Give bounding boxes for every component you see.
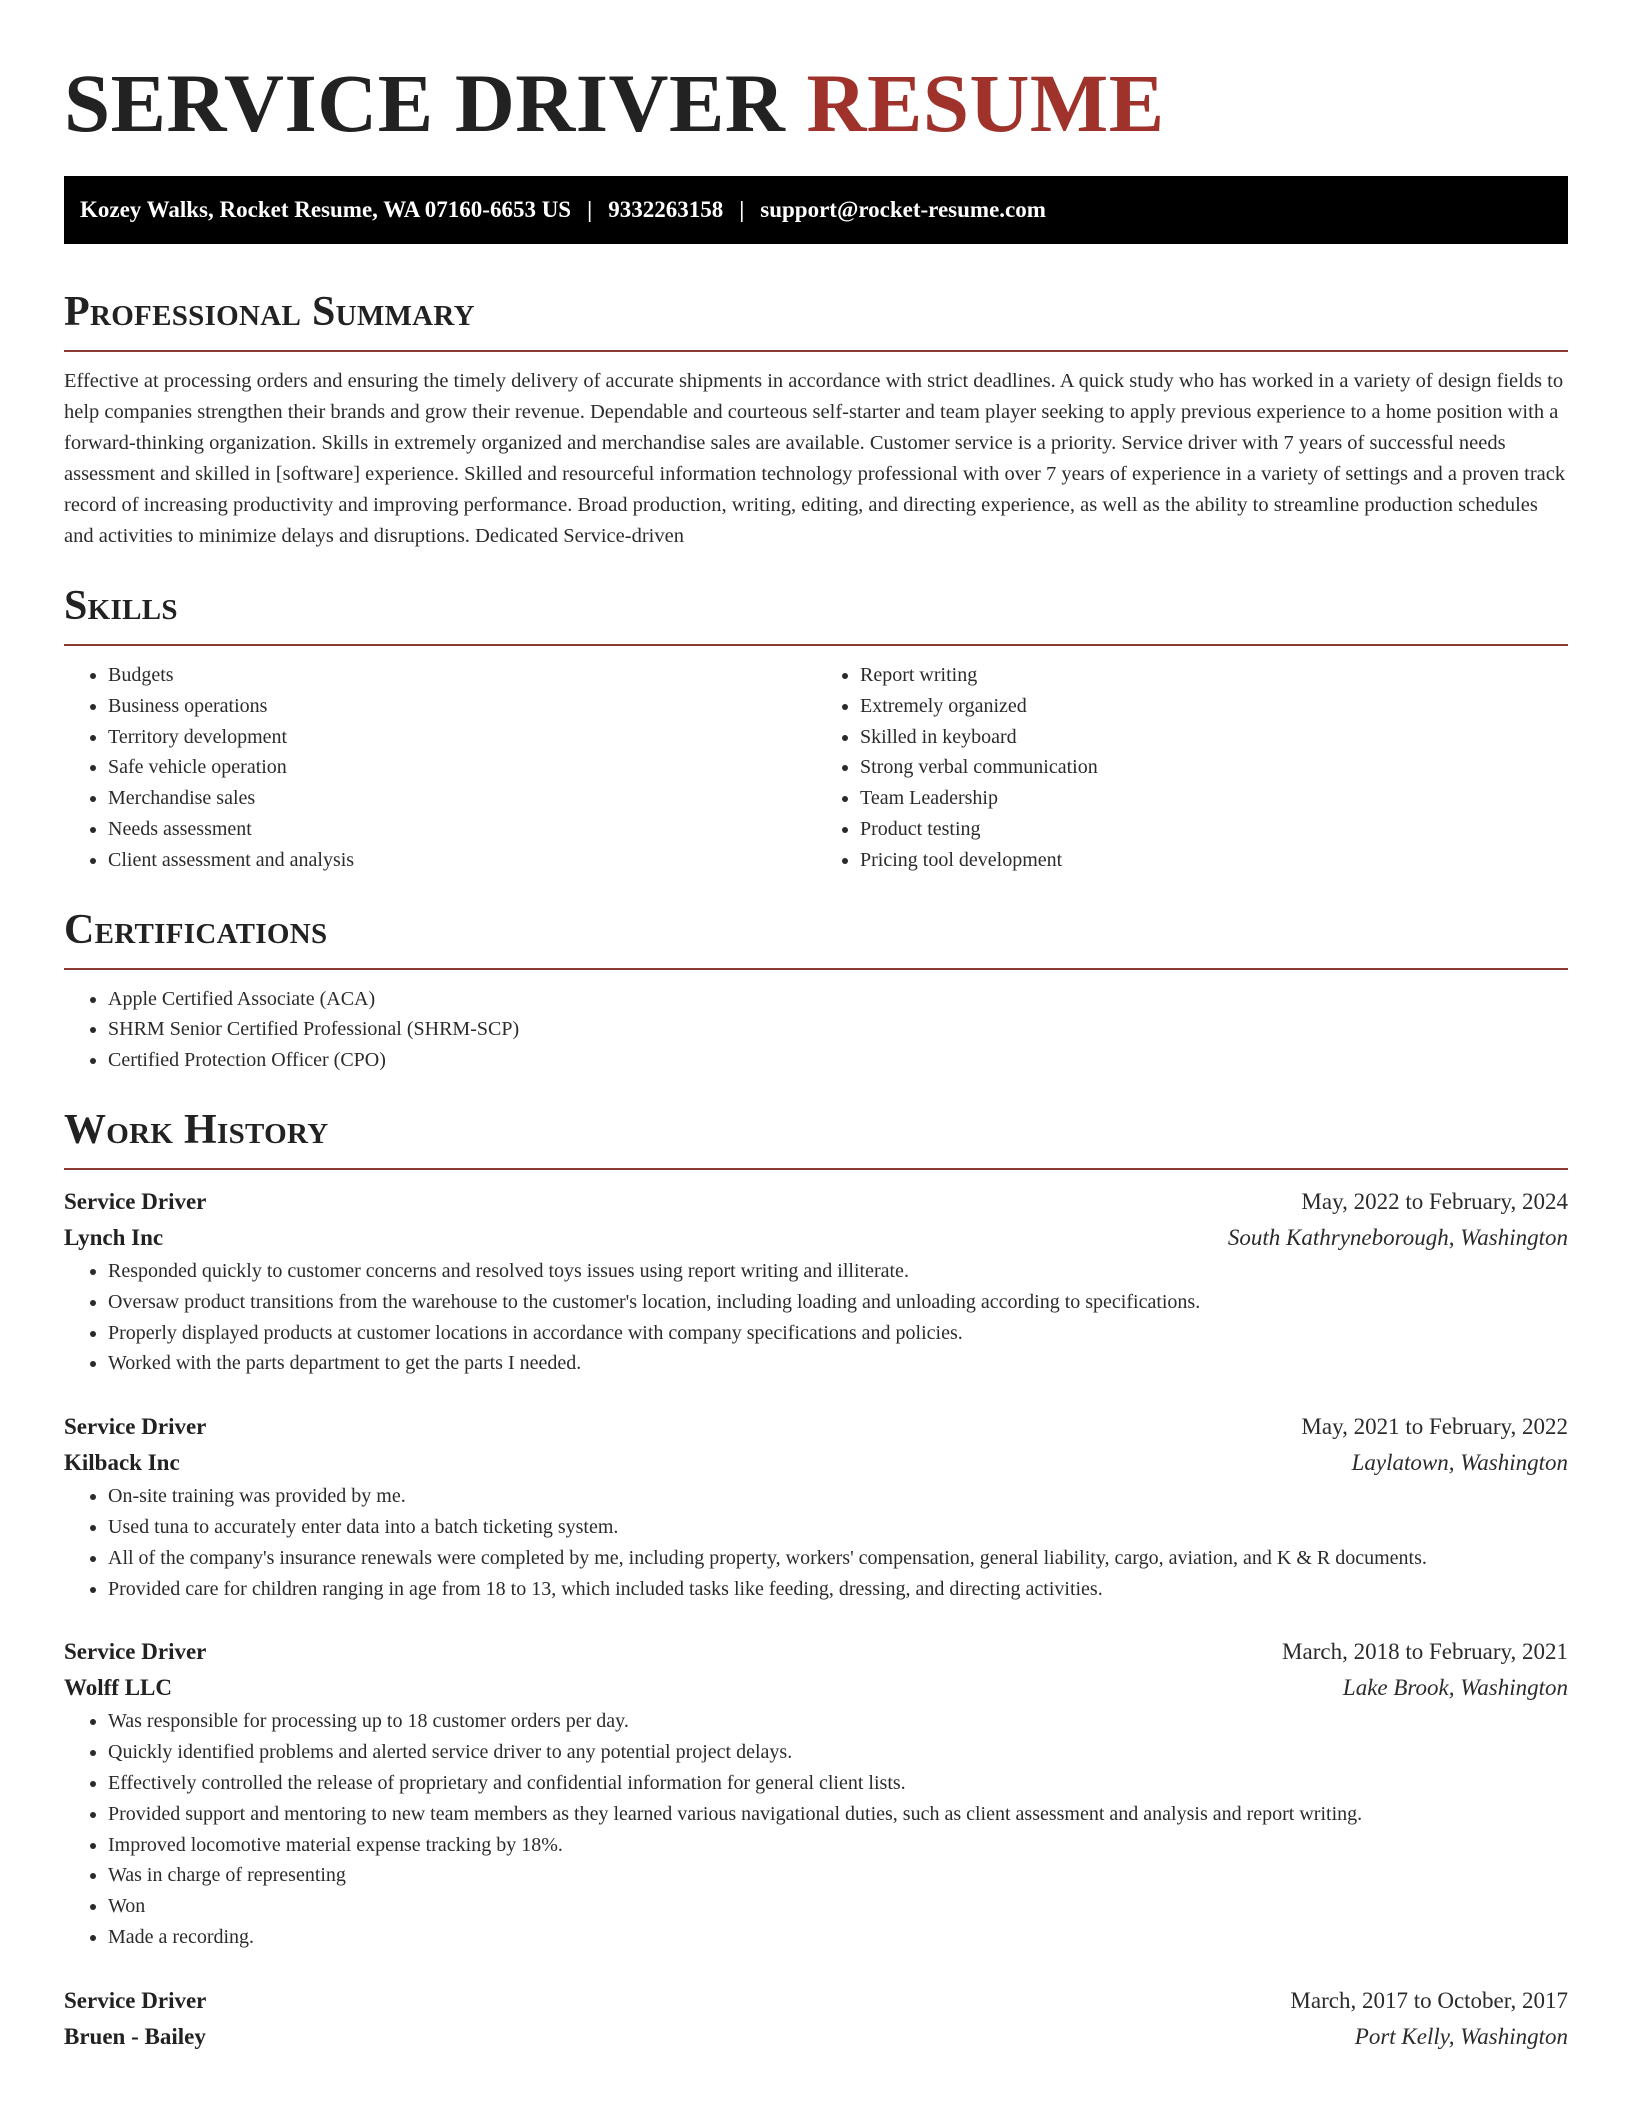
job-entry — [64, 1983, 1568, 2055]
job-header-row — [64, 1634, 1568, 1670]
job-bullet: • Responded quickly to customer concerns and resolved toys issues using report writing and illiterate. — [108, 1256, 1568, 1287]
job-title: Service Driver — [64, 1639, 207, 1665]
job-company: Kilback Inc — [64, 1450, 180, 1476]
contact-bar — [64, 176, 1568, 244]
job-title: Service Driver — [64, 1987, 207, 2013]
contact-address: Kozey Walks, Rocket Resume, WA 07160-6653 US — [80, 197, 572, 222]
skill-item: • Budgets — [108, 660, 816, 691]
skill-item: • Product testing — [860, 814, 1568, 845]
job-bullet-list — [64, 1706, 1568, 1952]
job-bullet-list — [64, 1481, 1568, 1604]
skill-item: • Extremely organized — [860, 691, 1568, 722]
job-bullet: • Made a recording. — [108, 1922, 1568, 1953]
job-location: Laylatown, Washington — [1351, 1450, 1568, 1476]
job-header-row — [64, 1409, 1568, 1445]
job-bullet: • Won — [108, 1891, 1568, 1922]
work-heading: Work History — [64, 1106, 329, 1153]
job-bullet: • Quickly identified problems and alerted service driver to any potential project delays. — [108, 1737, 1568, 1768]
skills-heading: Skills — [64, 583, 178, 629]
skill-item: • Skilled in keyboard — [860, 722, 1568, 753]
job-company: Bruen - Bailey — [64, 2023, 206, 2049]
job-bullet: • Was in charge of representing — [108, 1860, 1568, 1891]
job-bullet: • Effectively controlled the release of proprietary and confidential information for general client lists. — [108, 1768, 1568, 1799]
job-bullet: • Provided support and mentoring to new team members as they learned various navigational duties, such as client assessment and analysis and report writing. — [108, 1799, 1568, 1830]
skills-list-right — [816, 660, 1568, 876]
section-divider — [64, 350, 1568, 352]
job-company-row — [64, 2019, 1568, 2055]
skill-item: • Safe vehicle operation — [108, 752, 816, 783]
certifications-heading: Certifications — [64, 906, 328, 953]
summary-section — [64, 288, 1568, 552]
summary-heading: Professional Summary — [64, 289, 475, 335]
page-title — [64, 0, 1568, 148]
job-company-row — [64, 1220, 1568, 1256]
certification-item: • Apple Certified Associate (ACA) — [108, 984, 1568, 1015]
contact-email: support@rocket-resume.com — [760, 197, 1046, 222]
job-list — [64, 1184, 1568, 2055]
job-entry — [64, 1184, 1568, 1379]
contact-phone: 9332263158 — [608, 197, 724, 222]
job-dates: May, 2022 to February, 2024 — [1301, 1188, 1568, 1214]
certifications-section — [64, 906, 1568, 1076]
job-entry — [64, 1409, 1568, 1604]
job-company-row — [64, 1445, 1568, 1481]
job-bullet: • On-site training was provided by me. — [108, 1481, 1568, 1512]
skill-item: • Business operations — [108, 691, 816, 722]
section-divider — [64, 968, 1568, 970]
title-accent: RESUME — [806, 57, 1165, 149]
job-bullet: • Worked with the parts department to get the parts I needed. — [108, 1348, 1568, 1379]
job-company-row — [64, 1670, 1568, 1706]
title-main: SERVICE DRIVER — [64, 57, 786, 149]
skill-item: • Pricing tool development — [860, 845, 1568, 876]
work-section — [64, 1106, 1568, 2055]
job-entry — [64, 1634, 1568, 1952]
certifications-list — [64, 984, 1568, 1076]
skill-item: • Strong verbal communication — [860, 752, 1568, 783]
job-dates: March, 2018 to February, 2021 — [1282, 1639, 1568, 1665]
section-divider — [64, 644, 1568, 646]
job-title: Service Driver — [64, 1188, 207, 1214]
skills-section — [64, 582, 1568, 876]
job-location: Lake Brook, Washington — [1342, 1675, 1568, 1701]
job-bullet: • Oversaw product transitions from the warehouse to the customer's location, including loading and unloading according to specifications. — [108, 1287, 1568, 1318]
job-bullet: • Properly displayed products at customer locations in accordance with company specifications and policies. — [108, 1318, 1568, 1349]
job-location: South Kathryneborough, Washington — [1227, 1224, 1568, 1250]
job-bullet: • Was responsible for processing up to 18 customer orders per day. — [108, 1706, 1568, 1737]
contact-separator: | — [739, 197, 745, 222]
job-bullet: • Provided care for children ranging in age from 18 to 13, which included tasks like feeding, dressing, and directing activities. — [108, 1574, 1568, 1605]
job-bullet: • Improved locomotive material expense tracking by 18%. — [108, 1830, 1568, 1861]
job-bullet: • Used tuna to accurately enter data into a batch ticketing system. — [108, 1512, 1568, 1543]
job-header-row — [64, 1983, 1568, 2019]
job-title: Service Driver — [64, 1414, 207, 1440]
skill-item: • Team Leadership — [860, 783, 1568, 814]
job-dates: March, 2017 to October, 2017 — [1290, 1987, 1568, 2013]
job-bullet-list — [64, 1256, 1568, 1379]
job-bullet: • All of the company's insurance renewals were completed by me, including property, workers' compensation, general liability, cargo, aviation, and K & R documents. — [108, 1543, 1568, 1574]
skill-item: • Client assessment and analysis — [108, 845, 816, 876]
certification-item: • SHRM Senior Certified Professional (SHRM-SCP) — [108, 1014, 1568, 1045]
job-location: Port Kelly, Washington — [1354, 2023, 1568, 2049]
job-company: Lynch Inc — [64, 1224, 164, 1250]
job-dates: May, 2021 to February, 2022 — [1301, 1414, 1568, 1440]
skill-item: • Territory development — [108, 722, 816, 753]
skill-item: • Merchandise sales — [108, 783, 816, 814]
skill-item: • Needs assessment — [108, 814, 816, 845]
section-divider — [64, 1168, 1568, 1170]
job-company: Wolff LLC — [64, 1675, 172, 1701]
skills-list-left — [64, 660, 816, 876]
job-header-row — [64, 1184, 1568, 1220]
skill-item: • Report writing — [860, 660, 1568, 691]
skills-grid — [64, 660, 1568, 876]
certification-item: • Certified Protection Officer (CPO) — [108, 1045, 1568, 1076]
contact-separator: | — [587, 197, 593, 222]
summary-text: Effective at processing orders and ensuring the timely delivery of accurate shipments in accordance with strict deadlines. A quick study who has worked in a variety of design fields to help companies strengthen their brands and grow their revenue. Dependable and courteous self-starter and team player seeking to apply previous experience to a home position with a forward-thinking organization. Skills in extremely organized and merchandise sales are available. Customer service is a priority. Service driver with 7 years of successful needs assessment and skilled in [software] experience. Skilled and resourceful information technology professional with over 7 years of experience in a variety of settings and a proven track record of increasing productivity and improving performance. Broad production, writing, editing, and directing experience, as well as the ability to streamline production schedules and activities to minimize delays and disruptions. Dedicated Service-driven — [64, 370, 1566, 547]
